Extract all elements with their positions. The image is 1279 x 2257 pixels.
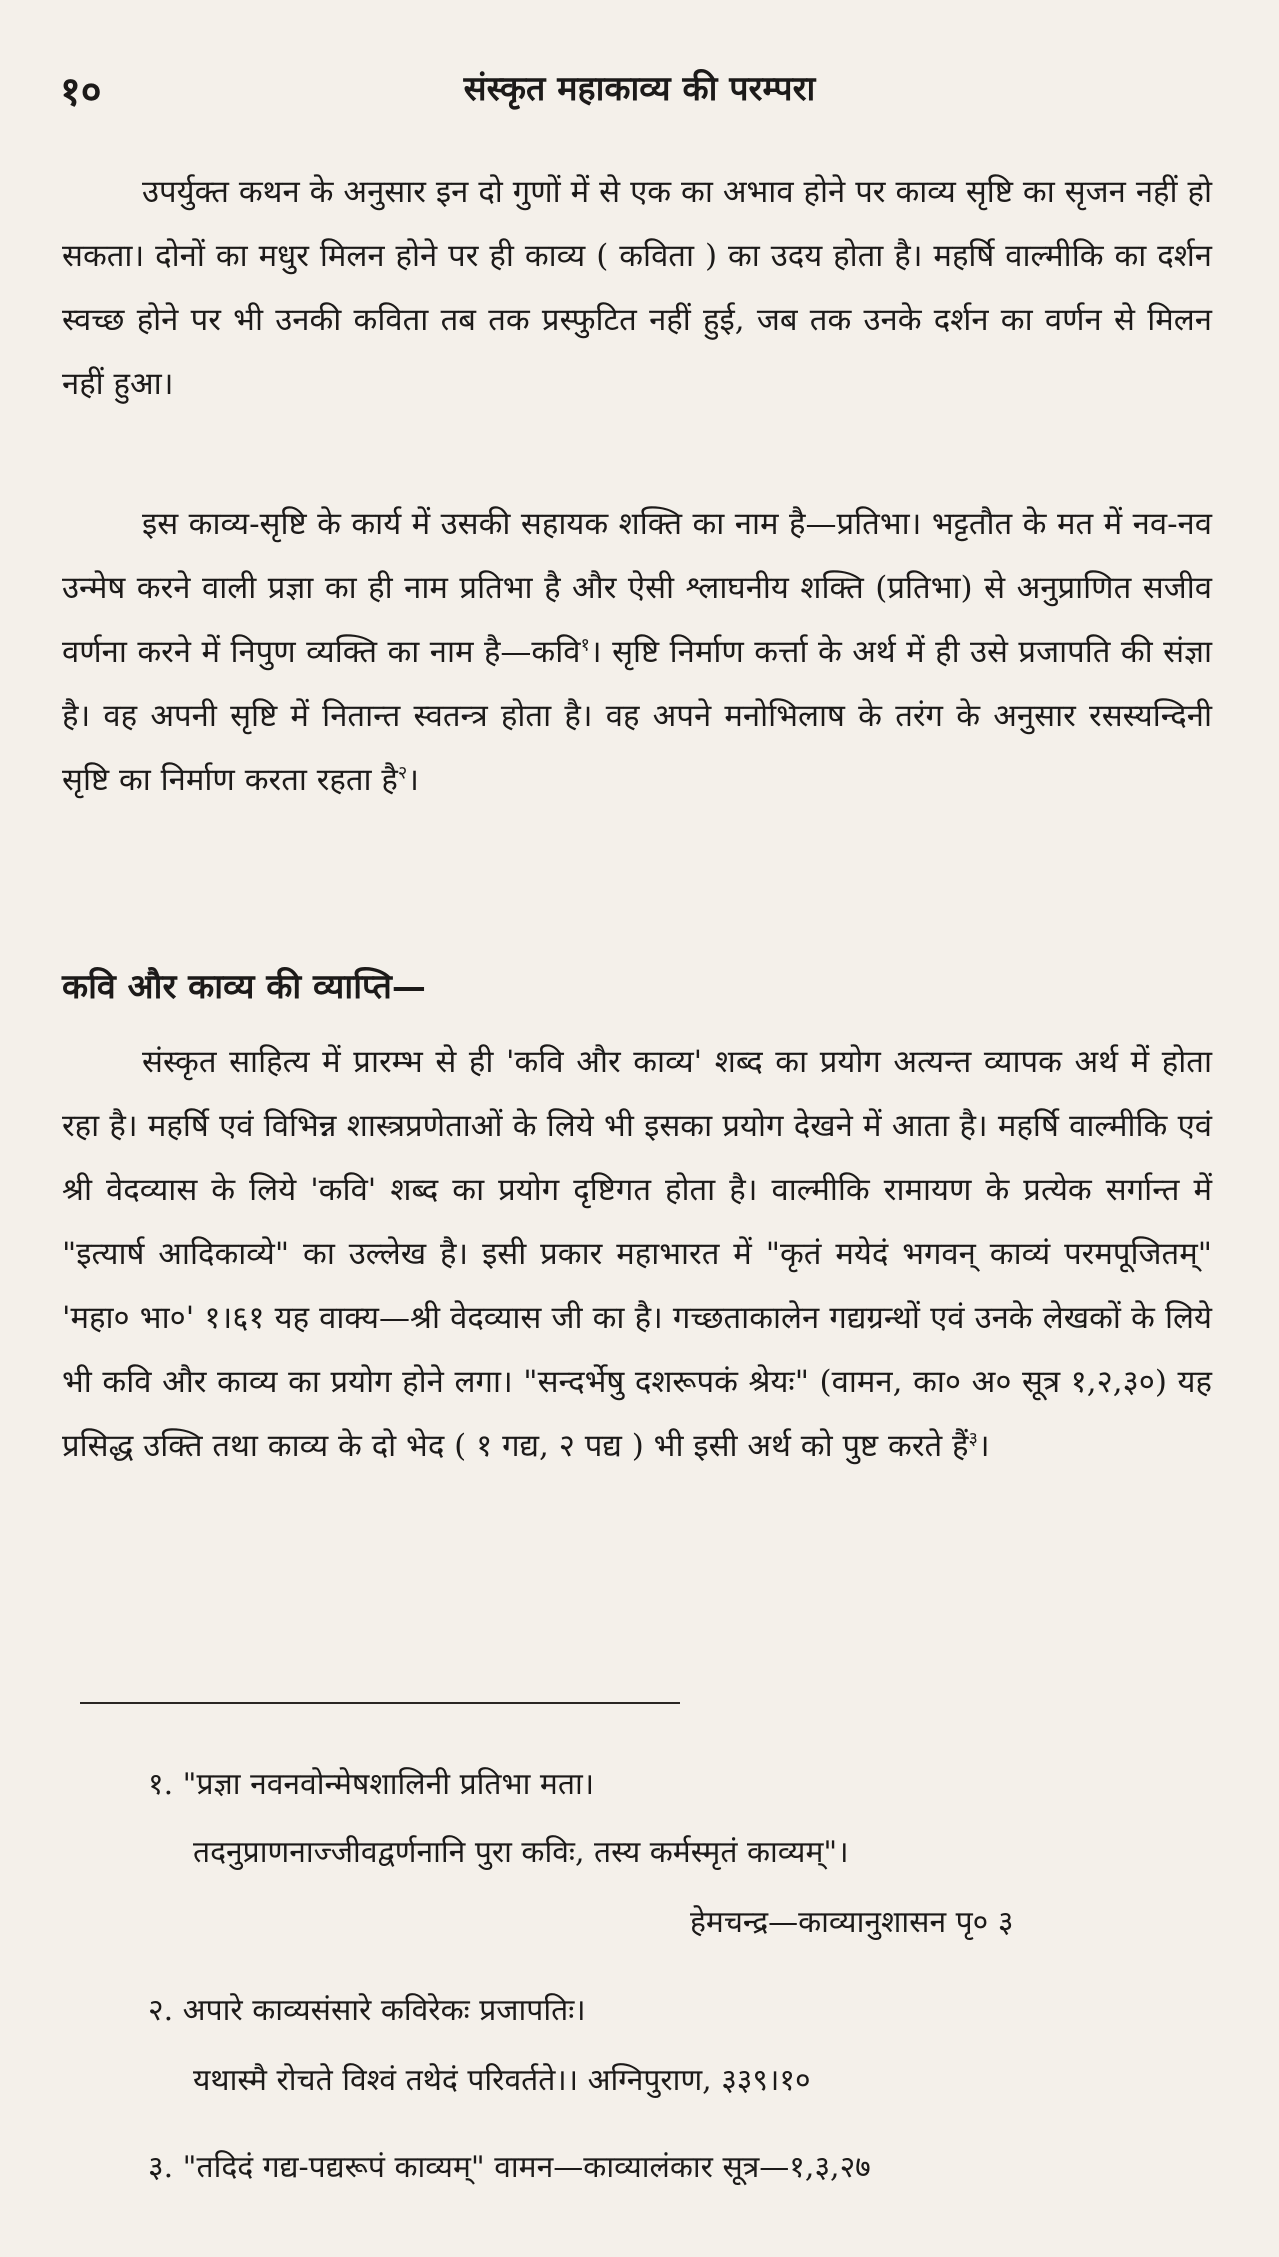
page-header: [60, 62, 1219, 122]
footnote-ref-2: २: [397, 762, 408, 784]
running-title: संस्कृत महाकाव्य की परम्परा: [463, 69, 816, 109]
page-number: १०: [60, 68, 102, 115]
footnote-1-line-2: तदनुप्राणनाज्जीवद्वर्णनानि पुरा कविः, तस्य कर्मस्मृतं काव्यम्"।: [193, 1835, 849, 1870]
paragraph-2-text-b: । सृष्टि निर्माण कर्त्ता के अर्थ में ही उसे प्रजापति की संज्ञा है। वह अपनी सृष्टि में नितान्त स्वतन्त्र होता है। वह अपने मनोभिलाष के तरंग के अनुसार रसस्यन्दिनी सृष्टि का निर्माण करता रहता है: [62, 634, 1212, 798]
paragraph-2-text-a: इस काव्य-सृष्टि के कार्य में उसकी सहायक शक्ति का नाम है—प्रतिभा। भट्टतौत के मत में नव-नव उन्मेष करने वाली प्रज्ञा का ही नाम प्रतिभा है और ऐसी श्लाघनीय शक्ति (प्रतिभा) से अनुप्राणित सजीव वर्णना करने में निपुण व्यक्ति का नाम है—कवि: [62, 506, 1212, 670]
footnote-2-line-1: २. अपारे काव्यसंसारे कविरेकः प्रजापतिः।: [148, 1993, 586, 2028]
footnote-ref-1: १: [580, 634, 590, 656]
section-heading: कवि और काव्य की व्याप्ति—: [62, 967, 426, 1007]
paragraph-2: [62, 492, 1212, 812]
footnote-ref-3: ३: [968, 1428, 978, 1450]
paragraph-1: उपर्युक्त कथन के अनुसार इन दो गुणों में से एक का अभाव होने पर काव्य सृष्टि का सृजन नहीं हो सकता। दोनों का मधुर मिलन होने पर ही काव्य ( कविता ) का उदय होता है। महर्षि वाल्मीकि का दर्शन स्वच्छ होने पर भी उनकी कविता तब तक प्रस्फुटित नहीं हुई, जब तक उनके दर्शन का वर्णन से मिलन नहीं हुआ।: [62, 174, 1212, 402]
paragraph-3-text-b: ।: [977, 1428, 990, 1464]
paragraph-2-text-c: ।: [407, 762, 420, 798]
paragraph-3-text-a: संस्कृत साहित्य में प्रारम्भ से ही 'कवि और काव्य' शब्द का प्रयोग अत्यन्त व्यापक अर्थ में होता रहा है। महर्षि एवं विभिन्न शास्त्रप्रणेताओं के लिये भी इसका प्रयोग देखने में आता है। महर्षि वाल्मीकि एवं श्री वेदव्यास के लिये 'कवि' शब्द का प्रयोग दृष्टिगत होता है। वाल्मीकि रामायण के प्रत्येक सर्गान्त में "इत्यार्ष आदिकाव्ये" का उल्लेख है। इसी प्रकार महाभारत में "कृतं मयेदं भगवन् काव्यं परमपूजितम्" 'महा० भा०' १।६१ यह वाक्य—श्री वेदव्यास जी का है। गच्छताकालेन गद्यग्रन्थों एवं उनके लेखकों के लिये भी कवि और काव्य का प्रयोग होने लगा। "सन्दर्भेषु दशरूपकं श्रेयः" (वामन, का० अ० सूत्र १,२,३०) यह प्रसिद्ध उक्ति तथा काव्य के दो भेद ( १ गद्य, २ पद्य ) भी इसी अर्थ को पुष्ट करते हैं: [62, 1044, 1212, 1464]
footnote-divider: [80, 1702, 680, 1704]
paragraph-3: [62, 1030, 1212, 1478]
footnote-2-line-2: यथास्मै रोचते विश्वं तथेदं परिवर्तते।। अग्निपुराण, ३३९।१०: [193, 2063, 811, 2098]
footnote-1-line-1: १. "प्रज्ञा नवनवोन्मेषशालिनी प्रतिभा मता।: [148, 1767, 595, 1802]
footnote-1-source: हेमचन्द्र—काव्यानुशासन पृ० ३: [690, 1905, 1014, 1940]
footnote-3-line-1: ३. "तदिदं गद्य-पद्यरूपं काव्यम्" वामन—काव्यालंकार सूत्र—१,३,२७: [148, 2150, 871, 2185]
